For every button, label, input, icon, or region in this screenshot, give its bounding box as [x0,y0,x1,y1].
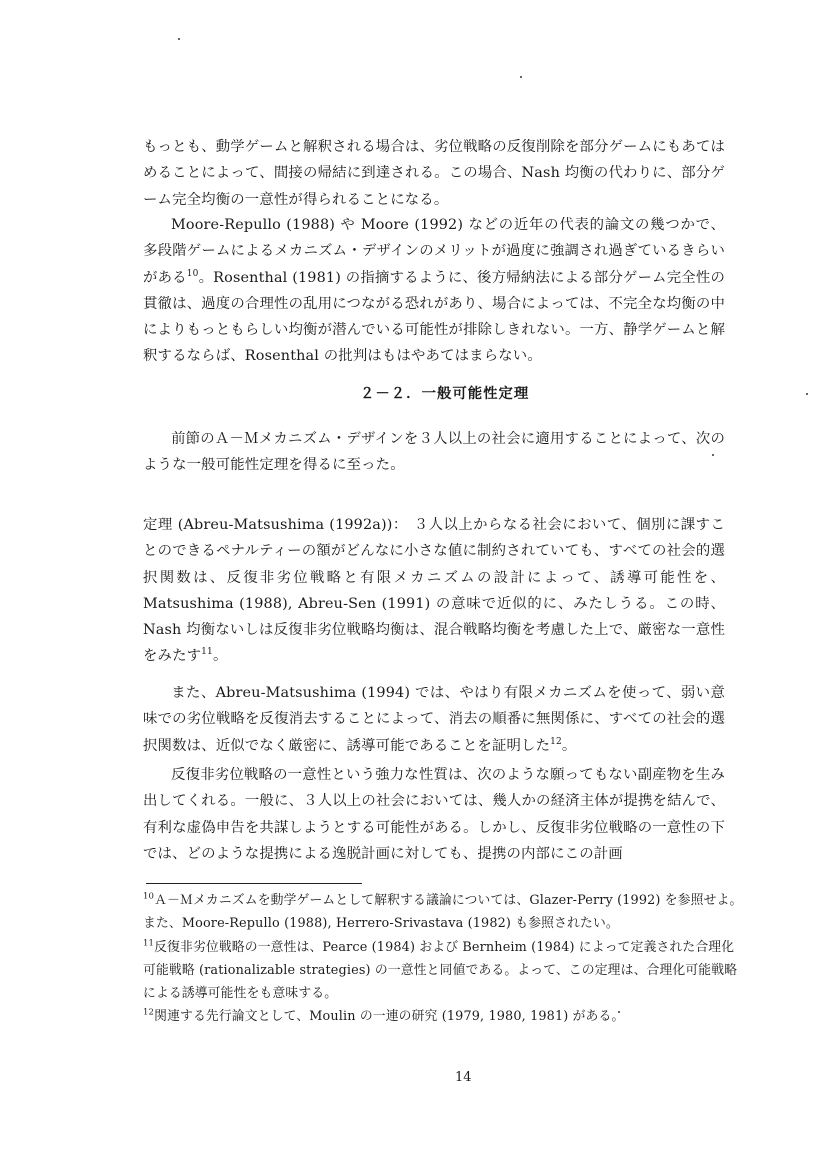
paragraph-abreu-matsushima-1994 [143,680,725,759]
footnote-divider [146,883,362,884]
footnote-10 [143,889,743,936]
paragraph-text: 反復非劣位戦略の一意性という強力な性質は、次のような願ってもない副産物を生み出してくれる。一般に、３人以上の社会においては、幾人かの経済主体が提携を結んで、有利な虚偽申告を共謀しようとする可能性がある。しかし、反復非劣位戦略の一意性の下では、どのような提携による逸脱計画に対しても、提携の内部にこの計画 [143,767,725,862]
scan-speck [178,38,180,40]
footnote-text: 関連する先行論文として、Moulin の一連の研究 (1979, 1980, 1981) がある。 [154,1009,625,1025]
theorem-label: 定理 (Abreu-Matsushima (1992a))： [143,517,408,533]
footnote-ref-12: 12 [550,736,562,747]
paragraph-text: もっとも、動学ゲームと解釈される場合は、劣位戦略の反復削除を部分ゲームにもあてはめることによって、間接の帰結に到達される。この場合、Nash 均衡の代わりに、部分ゲーム完全均衡の一意性が得られることになる。 [143,139,725,208]
section-heading: ２－２．一般可能性定理 [360,385,530,402]
footnote-mark: 12 [143,1008,155,1019]
footnotes [143,889,743,1029]
paragraph-text: また、Abreu-Matsushima (1994) では、やはり有限メカニズムを使って、弱い意味での劣位戦略を反復消去することによって、消去の順番に無関係に、すべての社会的選択関数は、近似でなく厳密に、誘導可能であることを証明した [143,685,725,754]
paragraph-dynamic-game [143,134,725,213]
theorem-body: ３人以上からなる社会において、個別に課すことのできるペナルティーの額がどんなに小さな値に制約されていても、すべての社会的選択関数は、反復非劣位戦略と有限メカニズムの設計によって、誘導可能性を、Matsushima (1988), Abreu-Sen (1991) の意味で近似的に、みたしうる。この時、Nash 均衡ないしは反復非劣位戦略均衡は、混合戦略均衡を考慮した上で、厳密な一意性をみたす [143,517,725,665]
paragraph-text: Moore-Repullo (1988) や Moore (1992) などの近年の代表的論文の幾つかで、多段階ゲームによるメカニズム・デザインのメリットが過度に強調され過ぎているきらいがある [143,217,725,286]
footnote-text: 反復非劣位戦略の一意性は、Pearce (1984) および Bernheim (1984) によって定義された合理化可能戦略 (rationalizable strategies) の一意性と同値である。よって、この定理は、合理化可能戦略による誘導可能性をも意味する。 [143,939,738,1002]
scan-speck [520,76,522,78]
footnote-ref-10: 10 [186,268,199,279]
paragraph-multistage-critique [143,212,725,370]
paragraph-intro-theorem [143,426,725,479]
footnote-text: Ａ－Ｍメカニズムを動学ゲームとして解釈する議論については、Glazer-Perry (1992) を参照せよ。また、Moore-Repullo (1988), Herrero-Srivastava (1982) も参照されたい。 [143,893,743,932]
scan-speck [806,393,808,395]
footnote-11 [143,936,743,1006]
theorem-block: 定理 (Abreu-Matsushima (1992a))： ３人以上からなる社会において、個別に課すことのできるペナルティーの額がどんなに小さな値に制約されていても、すべての社会的選択関数は、反復非劣位戦略と有限メカニズムの設計によって、誘導可能性を、Matsushima (1988), Abreu-Sen (1991) の意味で近似的に、みたしうる。この時、Nash 均衡ないしは反復非劣位戦略均衡は、混合戦略均衡を考慮した上で、厳密な一意性をみたす$^{11}$。 [143,517,725,665]
paragraph-text: 前節のＡ－Ｍメカニズム・デザインを３人以上の社会に適用することによって、次のような一般可能性定理を得るに至った。 [143,431,725,474]
paragraph-text-end: 。 [561,737,577,754]
paragraph-text: 。Rosenthal (1981) の指摘するように、後方帰納法による部分ゲーム完全性の貫徹は、過度の合理性の乱用につながる恐れがあり、場合によっては、不完全な均衡の中によりもっともらしい均衡が潜んでいる可能性が排除しきれない。一方、静学ゲームと解釈するならば、Rosenthal の批判はもはやあてはまらない。 [143,269,725,365]
paragraph-coalition [143,762,725,867]
footnote-12 [143,1005,743,1028]
page-number: 14 [455,1070,472,1085]
footnote-mark: 11 [143,938,155,949]
footnote-mark: 10 [143,891,155,902]
footnote-ref-11: 11 [201,647,213,658]
